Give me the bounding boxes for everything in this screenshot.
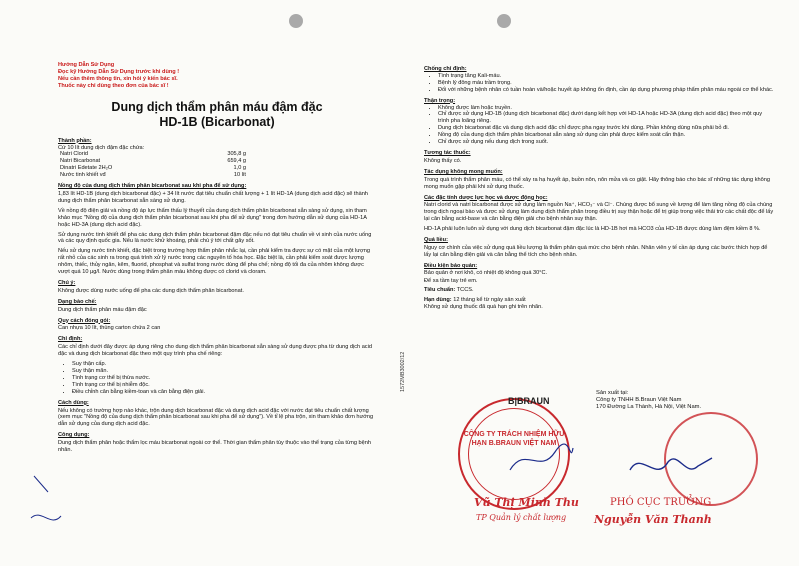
usage-heading: Cách dùng: bbox=[58, 399, 89, 406]
side-effects-heading: Tác dụng không mong muốn: bbox=[424, 168, 503, 175]
pharmacology-text: Natri clorid và natri bicarbonat được sử dụng làm nguồn Na⁺, HCO₃⁻ và Cl⁻. Chúng được bổ sung về lượng để làm tăng nồng độ của chúng trong dịch ngoại bào và được sử dụng làm dung dịch thẩm phân trong điều trị suy thận hoặc để trị giúp trong việc thải trừ các chất độc để lấy lại cân bằng acid-base và cân bằng điện giải cho bệnh nhân suy thận. bbox=[424, 202, 774, 223]
interactions-text: Không thấy có. bbox=[424, 157, 462, 164]
list-item: • Chỉ được sử dụng HD-1B (dung dịch bicarbonat đặc) dưới dạng kết hợp với HD-1A hoặc HD-3A (dung dịch acid đặc) theo một quy trình pha loãng riêng. bbox=[438, 111, 774, 125]
side-effects-text: Trong quá trình thẩm phân máu, có thể xảy ra hạ huyết áp, buồn nôn, nôn mửa và co giật. Hãy thông báo cho bác sĩ những tác dụng không mong muốn gặp phải khi sử dụng thuốc. bbox=[424, 176, 770, 190]
note-text: Không được dùng nước uống để pha các dung dịch thẩm phân bicarbonat. bbox=[58, 287, 244, 294]
list-item: • Chỉ được sử dụng nếu dung dịch trong suốt. bbox=[438, 139, 774, 146]
ingredient-value: 305,8 g bbox=[227, 151, 246, 158]
expiry-text-2: Không sử dụng thuốc đã quá hạn ghi trên nhãn. bbox=[424, 304, 543, 311]
document-title bbox=[58, 100, 376, 130]
ingredient-name: Nước tinh khiết vđ bbox=[60, 172, 106, 179]
paragraph: Về nồng độ điện giải và nồng độ áp lực thẩm thấu lý thuyết của dung dịch thẩm phân bicarbonat sẵn sàng sử dụng, xin tham khảo mục "Nồng độ của dung dịch thẩm phân bicarbonat sau khi pha để sử dụng" trong đơn hướng dẫn sử dụng của HD-1A hoặc HD-3A (dung dịch acid đặc). bbox=[58, 207, 367, 228]
ingredient-name: Natri Clorid bbox=[60, 151, 88, 158]
paragraph: Nếu sử dụng nước tinh khiết, đặc biệt trong trường hợp thẩm phân nhắc lại, cần phải kiểm tra được sự có mặt của một lượng rất nhỏ của các sinh ra trong quá trình xử lý nước trong các nguyên tố hóa học. Đặc biệt là, cần phải kiểm soát được lượng nhôm, thiếc, thủy ngân, kẽm, fluorid, phosphat và sulfat trong nước dùng để pha chế; nồng độ tối đa của nhôm không được vượt quá 10 µg/l. Nước dùng trong thẩm phân máu không được có clorid và cloram. bbox=[58, 248, 370, 276]
storage-heading: Điều kiện bảo quản: bbox=[424, 262, 478, 269]
storage-text: Bảo quản ở nơi khô, có nhiệt độ không quá 30°C. bbox=[424, 269, 548, 276]
table-row bbox=[58, 165, 248, 172]
ingredient-value: 1,0 g bbox=[233, 165, 246, 172]
signature-scribble bbox=[626, 448, 716, 488]
note-heading: Chú ý: bbox=[58, 279, 76, 286]
left-column bbox=[58, 62, 376, 457]
list-item: • Đối với những bệnh nhân có tuần hoàn và/hoặc huyết áp không ổn định, cần áp dụng phương pháp thẩm phân máu ngoài cơ thể khác. bbox=[438, 87, 774, 94]
list-item: • Suy thận cấp. bbox=[72, 361, 376, 368]
punch-hole bbox=[289, 14, 303, 28]
ingredient-value: 659,4 g bbox=[227, 158, 246, 165]
warning-line: Thuốc này chỉ dùng theo đơn của bác sĩ ! bbox=[58, 82, 169, 89]
lot-number: 1572MB3002/12 bbox=[400, 351, 406, 392]
pharmacology-heading: Các đặc tính dược lực học và dược động học: bbox=[424, 194, 548, 201]
concentration-heading: Nồng độ của dung dịch thẩm phân bicarbonat sau khi pha để sử dụng: bbox=[58, 183, 247, 190]
list-item: • Bệnh lý đông máu trầm trọng. bbox=[438, 80, 774, 87]
manufacturer-info bbox=[596, 390, 701, 411]
warning-line: Đọc kỹ Hướng Dẫn Sử Dụng trước khi dùng ! bbox=[58, 68, 180, 75]
precautions-list bbox=[438, 105, 774, 146]
packing-text: Can nhựa 10 lít, thùng carton chứa 2 can bbox=[58, 325, 161, 332]
indication-list bbox=[72, 361, 376, 396]
usage-text: Nếu không có trường hợp nào khác, trộn dung dịch bicarbonat đặc và dung dịch acid đặc với nước đạt tiêu chuẩn chất lượng (xem mục "Nồng độ của dung dịch thẩm phân bicarbonat sau khi pha để sử dụng"). Về tỉ lệ pha trộn, xin tham khảo đơn hướng dẫn sử dụng của dung dịch acid đặc. bbox=[58, 407, 374, 428]
manufacturer-name: Công ty TNHH B.Braun Việt Nam bbox=[596, 397, 682, 403]
expiry-heading: Hạn dùng: bbox=[424, 297, 452, 304]
action-heading: Công dụng: bbox=[58, 432, 90, 439]
subtitle-line: HD-1B (Bicarbonat) bbox=[159, 114, 275, 129]
paragraph: Sử dụng nước tinh khiết để pha các dung dịch thẩm phân bicarbonat đậm đặc nếu nó đạt tiêu chuẩn về vi sinh của nước uống và các quy định quốc gia. Nếu là nước khử khoáng, phải chú ý tới chất gây sốt. bbox=[58, 231, 372, 245]
packing-heading: Quy cách đóng gói: bbox=[58, 317, 111, 324]
warning-line: Hướng Dẫn Sử Dụng bbox=[58, 62, 115, 68]
concentration-text: 1,83 lít HD-1B (dung dịch bicarbonat đặc) + 34 lít nước đạt tiêu chuẩn chất lượng + 1 lít HD-1A (dung dịch acid đặc) sẽ thành dung dịch thẩm phân bicarbonat sẵn sàng sử dụng. bbox=[58, 190, 368, 204]
form-text: Dung dịch thẩm phân máu đậm đặc bbox=[58, 306, 147, 313]
standard-heading: Tiêu chuẩn: bbox=[424, 287, 456, 294]
list-item: • Tình trạng cơ thể bị nhiễm độc. bbox=[72, 382, 376, 389]
ingredient-name: Natri Bicarbonat bbox=[60, 158, 101, 165]
list-item: • Tình trạng tăng Kali-máu. bbox=[438, 73, 774, 80]
title-line: Dung dịch thẩm phân máu đậm đặc bbox=[111, 99, 323, 114]
list-item: • Suy thận mãn. bbox=[72, 368, 376, 375]
manufacturer-label: Sản xuất tại: bbox=[596, 390, 629, 396]
signature-scribble bbox=[505, 440, 575, 480]
list-item: • Không được làm hoặc truyền. bbox=[438, 105, 774, 112]
manufacturer-address: 170 Đường La Thành, Hà Nội, Việt Nam. bbox=[596, 404, 702, 410]
signatory-name: Nguyễn Văn Thanh bbox=[594, 513, 712, 526]
overdose-text: Nguy cơ chính của việc sử dụng quá liều lượng là thẩm phân quá mức cho bệnh nhân. Nhân viên y tế cần áp dụng các bước thích hợp để lấy lại cân bằng điện giải và cân bằng thể tích cho bệnh nhân. bbox=[424, 244, 768, 258]
table-row bbox=[58, 151, 248, 158]
standard-text: TCCS. bbox=[456, 287, 474, 294]
form-heading: Dạng bào chế: bbox=[58, 298, 97, 305]
warning-line: Nếu cần thêm thông tin, xin hỏi ý kiến bác sĩ. bbox=[58, 75, 178, 82]
seal-text: CÔNG TY TRÁCH NHIỆM HỮU HẠN B.BRAUN VIỆT NAM bbox=[463, 431, 565, 447]
table-row bbox=[58, 172, 248, 179]
margin-mark bbox=[26, 468, 66, 538]
list-item: • Tình trạng cơ thể bị thừa nước. bbox=[72, 375, 376, 382]
right-column bbox=[424, 62, 774, 311]
action-text: Dung dịch thẩm phân hoặc thẩm lọc máu bicarbonat ngoài cơ thể. Thời gian thẩm phân tùy thuộc vào thể trạng của từng bệnh nhân. bbox=[58, 440, 371, 454]
signatory-role: PHÓ CỤC TRƯỞNG bbox=[610, 497, 712, 508]
expiry-text: 12 tháng kể từ ngày sản xuất bbox=[453, 297, 526, 304]
standard-line bbox=[424, 287, 774, 294]
indication-text: Các chỉ định dưới đây được áp dụng riêng cho dung dịch thẩm phân bicarbonat sẵn sàng sử dụng được pha từ dung dịch acid đặc và dung dịch bicarbonat đặc theo một quy trình pha chế riêng: bbox=[58, 344, 372, 358]
contraindications-heading: Chống chỉ định: bbox=[424, 66, 467, 72]
punch-hole bbox=[497, 14, 511, 28]
signatory-role: TP Quản lý chất lượng bbox=[476, 513, 567, 522]
pharmacology-text-2: HD-1A phải luôn luôn sử dụng với dung dịch bicarbonat đậm đặc lúc là HD-1B hơi mà HCO3 của HD-1B được dùng làm đệm kiềm 8 %. bbox=[424, 226, 761, 233]
indication-heading: Chỉ định: bbox=[58, 336, 83, 343]
list-item: • Nồng độ của dung dịch thẩm phân bicarbonat sẵn sàng sử dụng cần phải được kiểm soát cẩn thận. bbox=[438, 132, 774, 139]
list-item: • Điều chỉnh cân bằng kiềm-toan và cân bằng điện giải. bbox=[72, 389, 376, 396]
contraindications-list bbox=[438, 73, 774, 94]
ingredient-name: Dinatri Edetate 2H₂O bbox=[60, 165, 113, 172]
composition-intro: Cứ 10 lít dung dịch đậm đặc chứa: bbox=[58, 144, 145, 151]
interactions-heading: Tương tác thuốc: bbox=[424, 149, 471, 156]
brand-logo: B|BRAUN bbox=[508, 396, 550, 406]
ingredient-value: 10 lít bbox=[233, 172, 246, 179]
table-row bbox=[58, 158, 248, 165]
signatory-name: Vũ Thị Minh Thu bbox=[474, 496, 579, 509]
composition-heading: Thành phần: bbox=[58, 137, 92, 144]
list-item: • Dung dịch bicarbonat đặc và dung dịch acid đặc chỉ được pha ngay trước khi dùng. Phần không dùng nữa phải bỏ đi. bbox=[438, 125, 774, 132]
overdose-heading: Quá liều: bbox=[424, 237, 448, 244]
composition-table bbox=[58, 151, 248, 179]
storage-text-2: Để xa tầm tay trẻ em. bbox=[424, 277, 478, 284]
precautions-heading: Thận trọng: bbox=[424, 97, 456, 104]
